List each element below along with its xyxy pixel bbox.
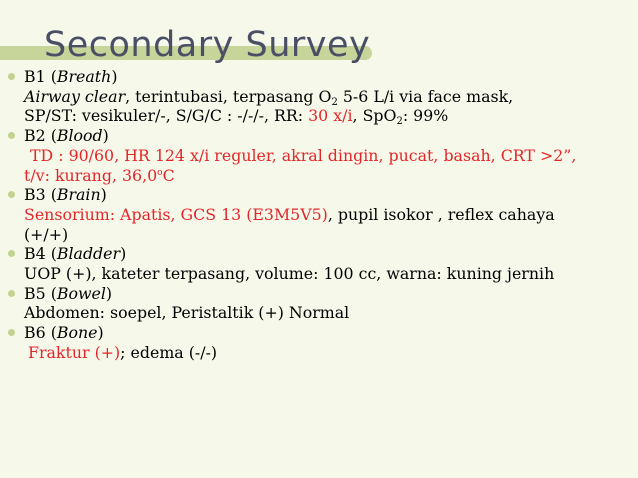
- b2-detail-line2: [8, 166, 614, 186]
- bullet-dot-icon: [8, 132, 15, 139]
- bullet-b2: [8, 126, 614, 146]
- degree-symbol: o: [157, 167, 163, 178]
- paren-close: ): [105, 283, 113, 303]
- bullet-dot-icon: [8, 329, 15, 336]
- paren-close: ): [100, 185, 107, 205]
- b2-line2-prefix: t/v: kurang, 36,0: [24, 165, 158, 185]
- paren-open: (: [45, 126, 57, 146]
- paren-close: ): [97, 323, 104, 343]
- b1-line2-prefix: SP/ST: vesikuler/-, S/G/C : -/-/-, RR:: [24, 106, 309, 126]
- spo2-prefix: , SpO: [352, 106, 397, 126]
- b4-name: Bladder: [56, 244, 121, 264]
- paren-close: ): [102, 126, 109, 146]
- slide-title: Secondary Survey: [44, 25, 371, 65]
- b3-detail-line2: (+/+): [24, 224, 69, 244]
- b1-text-o2: 5-6 L/i via face mask,: [337, 86, 514, 106]
- bullet-b3: [8, 185, 614, 205]
- spo2-subscript: 2: [396, 116, 403, 128]
- b6-label: B6: [24, 323, 46, 343]
- b5-detail: Abdomen: soepel, Peristaltik (+) Normal: [24, 303, 350, 323]
- b1-detail-line2: [8, 106, 614, 126]
- b2-name: Blood: [56, 126, 103, 146]
- paren-open: (: [45, 67, 57, 86]
- paren-open: (: [45, 185, 57, 205]
- b1-detail-line1: [8, 87, 614, 107]
- airway-clear: Airway clear: [24, 86, 126, 106]
- b2-detail-line1: TD : 90/60, HR 124 x/i reguler, akral dingin, pucat, basah, CRT >2”,: [30, 145, 577, 165]
- b6-text: ; edema (-/-): [120, 342, 218, 362]
- paren-open: (: [45, 244, 57, 264]
- rr-value: 30 x/i: [308, 106, 353, 126]
- bullet-b4: [8, 244, 614, 264]
- b3-text: , pupil isokor , reflex cahaya: [327, 204, 555, 224]
- b1-name: Breath: [56, 67, 112, 86]
- bullet-dot-icon: [8, 73, 15, 80]
- b3-label: B3: [24, 185, 46, 205]
- b6-name: Bone: [56, 323, 98, 343]
- bullet-dot-icon: [8, 290, 15, 297]
- b6-detail: [8, 343, 614, 363]
- b2-line2-suffix: C: [162, 165, 175, 185]
- b5-label: B5: [24, 283, 46, 303]
- b5-name: Bowel: [56, 283, 106, 303]
- b1-text: , terintubasi, terpasang O: [125, 86, 332, 106]
- bullet-b5: [8, 284, 614, 304]
- b4-detail: UOP (+), kateter terpasang, volume: 100 cc, warna: kuning jernih: [24, 264, 555, 284]
- paren-close: ): [111, 67, 118, 86]
- survey-content: [8, 67, 614, 363]
- bullet-b6: [8, 323, 614, 343]
- bullet-dot-icon: [8, 250, 15, 257]
- sensorium: Sensorium: Apatis, GCS 13 (E3M5V5): [24, 204, 328, 224]
- b1-label: B1: [24, 67, 46, 86]
- o2-subscript: 2: [331, 96, 338, 108]
- spo2-value: : 99%: [402, 106, 449, 126]
- paren-close: ): [120, 244, 127, 264]
- b3-name: Brain: [56, 185, 101, 205]
- b4-label: B4: [24, 244, 46, 264]
- paren-open: (: [45, 323, 57, 343]
- bullet-dot-icon: [8, 191, 15, 198]
- bullet-b1: [8, 67, 614, 87]
- b3-detail-line1: [8, 205, 614, 225]
- b2-label: B2: [24, 126, 46, 146]
- fraktur: Fraktur (+): [28, 342, 121, 362]
- paren-open: (: [45, 283, 57, 303]
